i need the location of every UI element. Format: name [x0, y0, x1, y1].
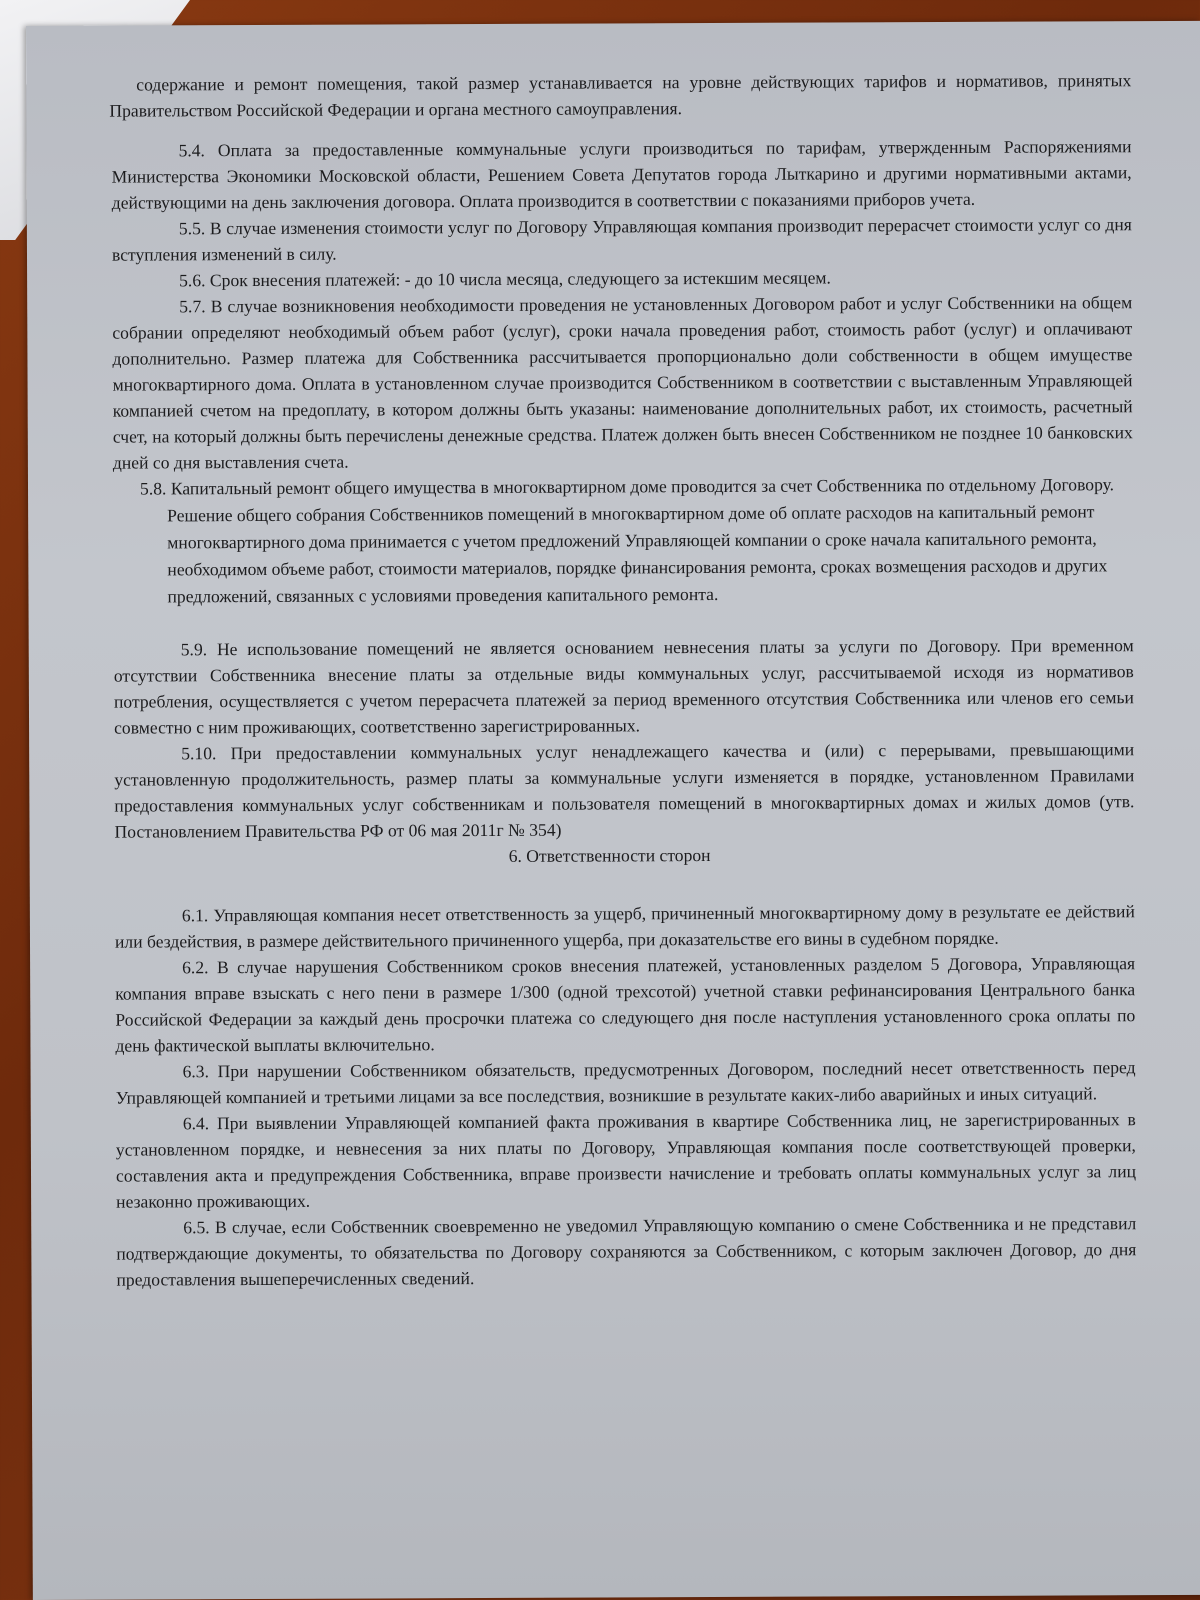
paragraph-5-6: 5.6. Срок внесения платежей: - до 10 числа месяца, следующего за истекшим месяцем.	[179, 267, 831, 291]
paragraph-5-4: 5.4. Оплата за предоставленные коммунальные услуги производиться по тарифам, утвержденным Распоряжениями Министерства Экономики Московской области, Решением Совета Депутатов города Лыткарино и другими нормативными актами, действующими на день заключения договора. Оплата производится в соответствии с показаниями приборов учета.	[111, 136, 1132, 213]
paragraph-5-8: 5.8. Капитальный ремонт общего имущества в многоквартирном доме проводится за счет Собственника по отдельному Договору. Решение общего собрания Собственников помещений в многоквартирном доме об оплате расходов на капитальный ремонт многоквартирного дома принимается с учетом предложений Управляющей компании о сроке начала капитального ремонта, необходимом объеме работ, стоимости материалов, порядке финансирования ремонта, сроках возмещения расходов и других предложений, связанных с условиями проведения капитального ремонта.	[139, 474, 1115, 607]
section-6-title: 6. Ответственности сторон	[508, 845, 711, 866]
paragraph-5-10: 5.10. При предоставлении коммунальных услуг ненадлежащего качества и (или) с перерывами, превышающими установленную продолжительность, размер платы за коммунальные услуги изменяется в порядке, установленном Правилами предоставления коммунальных услуг собственникам и пользователя помещений в многоквартирных домах и жилых домов (утв. Постановлением Правительства РФ от 06 мая 2011г № 354)	[114, 739, 1135, 842]
paragraph-6-3: 6.3. При нарушении Собственником обязательств, предусмотренных Договором, последний несет ответственность перед Управляющей компанией и третьими лицами за все последствия, возникшие в результате каких-либо аварийных и иных ситуаций.	[115, 1057, 1136, 1108]
paragraph-6-1: 6.1. Управляющая компания несет ответственность за ущерб, причиненный многоквартирному дому в результате ее действий или бездействия, в размере действительного причиненного ущерба, при доказательстве его вины в судебном порядке.	[114, 901, 1135, 952]
paragraph-6-4: 6.4. При выявлении Управляющей компанией факта проживания в квартире Собственника лиц, не зарегистрированных в установленном порядке, и невнесения за них платы по Договору, Управляющая компания после соответствующей проверки, составления акта и предупреждения Собственника, вправе произвести начисление и требовать оплаты коммунальных услуг за лиц незаконно проживающих.	[115, 1109, 1137, 1212]
paragraph-5-9: 5.9. Не использование помещений не является основанием невнесения платы за услуги по Договору. При временном отсутствии Собственника внесение платы за отдельные виды коммунальных услуг, рассчитываемой исходя из нормативов потребления, осуществляется с учетом перерасчета платежей за период временного отсутствия Собственника или членов его семьи совместно с ним проживающих, соответственно зарегистрированных.	[113, 635, 1134, 738]
paragraph-5-7: 5.7. В случае возникновения необходимости проведения не установленных Договором работ и услуг Собственники на общем собрании определяют необходимый объем работ (услуг), сроки начала проведения работ, стоимость работ (услуг) и оплачивают дополнительно. Размер платежа для Собственника рассчитывается пропорционально доли собственности в общем имуществе многоквартирного дома. Оплата в установленном случае производится Собственником в соответствии с выставленным Управляющей компанией счетом на предоплату, в котором должны быть указаны: наименование дополнительных работ, их стоимость, расчетный счет, на который должны быть перечислены денежные средства. Платеж должен быть внесен Собственником не позднее 10 банковских дней со дня выставления счета.	[112, 292, 1133, 473]
paragraph-6-2: 6.2. В случае нарушения Собственником сроков внесения платежей, установленных разделом 5 Договора, Управляющая компания вправе взыскать с него пени в размере 1/300 (одной трехсотой) учетной ставки рефинансирования Центрального банка Российской Федерации за каждый день просрочки платежа со следующего дня после наступления установленного срока оплаты по день фактической выплаты включительно.	[115, 953, 1136, 1056]
paragraph-6-5: 6.5. В случае, если Собственник своевременно не уведомил Управляющую компанию о смене Собственника и не представил подтверждающие документы, то обязательства по Договору сохраняются за Собственником, с которым заключен Договор, до дня предоставления вышеперечисленных сведений.	[116, 1213, 1137, 1290]
paragraph-continuation: содержание и ремонт помещения, такой размер устанавливается на уровне действующих тарифов и нормативов, принятых Правительством Российской Федерации и органа местного самоуправления.	[109, 70, 1132, 121]
document-body	[111, 67, 1136, 1292]
document-page	[26, 21, 1200, 1600]
paragraph-5-5: 5.5. В случае изменения стоимости услуг по Договору Управляющая компания производит перерасчет стоимости услуг со дня вступления изменений в силу.	[111, 214, 1132, 265]
